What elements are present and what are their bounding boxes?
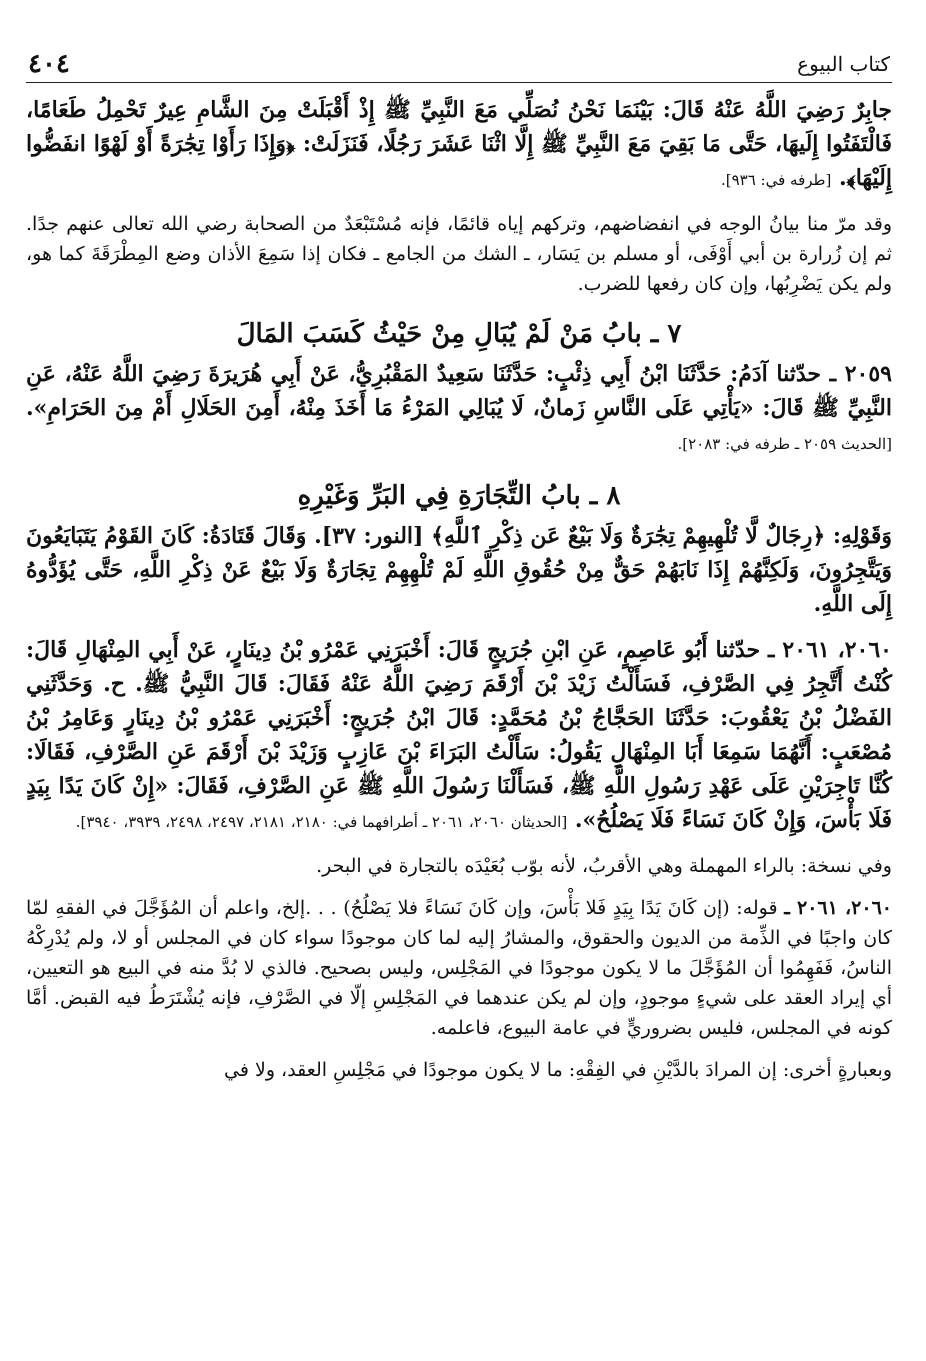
commentary-paragraph xyxy=(26,209,892,299)
hadith-body: حدّثنا آدَمُ: حَدَّثَنَا ابْنُ أَبِي ذِئْبٍ: حَدَّثَنَا سَعِيدٌ المَقْبُرِيُّ، عَنْ أَبِي هُرَيرَةَ رَضِيَ اللَّهُ عَنْهُ، عَنِ النَّبِيِّ ﷺ قَالَ: «يَأْتِي عَلَى النَّاسِ زَمانٌ، لَا يُبَالِي المَرْءُ مَا أَخَذَ مِنْهُ، أَمِنَ الحَلَالِ أَمْ مِنَ الحَرَامِ». xyxy=(26,361,892,421)
commentary-paragraph xyxy=(26,1055,892,1085)
hadith-body: وَقَوْلِهِ: ﴿رِجَالٌ لَّا تُلْهِيهِمْ تِجَٰرَةٌ وَلَا بَيْعٌ عَن ذِكْرِ ٱللَّهِ﴾ [النور: ٣٧]. وَقَالَ قَتَادَةُ: كَانَ القَوْمُ يَتَبَايَعُونَ وَيَتَّجِرُونَ، وَلَكِنَّهُمْ إِذَا نَابَهُمْ حَقٌّ مِنْ حُقُوقِ اللَّهِ لَمْ تُلْهِهِمْ تِجَارَةٌ وَلَا بَيْعٌ عَنْ ذِكْرِ اللَّهِ، حَتَّى يُؤَدُّوهُ إِلَى اللَّهِ. xyxy=(26,523,892,617)
hadith-text xyxy=(26,519,892,621)
hadith-text xyxy=(26,93,892,197)
hadith-text xyxy=(26,633,892,839)
chapter-heading-8: ٨ ـ بابُ التِّجَارَةِ فِي البَرِّ وَغَيْرِهِ xyxy=(297,481,621,511)
hadith-reference: [طرفه في: ٩٣٦]. xyxy=(720,171,832,189)
page-number: ٤٠٤ xyxy=(28,49,70,79)
commentary-paragraph xyxy=(26,893,892,1043)
commentary-body: وقد مرّ منا بيانُ الوجه في انفضاضهم، وتركهم إياه قائمًا، فإنه مُسْتَبْعَدٌ من الصحابة رضي الله تعالى عنهم جدًا. ثم إن زُرارة بن أبي أَوْفَى، أو مسلم بن يَسَار، ـ الشك من الجامع ـ فكان إذا سَمِعَ الأذان وضع المِطْرَقَةَ كما هو، ولم يكن يَضْرِبُها، وإن كان رفعها للضرب. xyxy=(26,213,892,295)
commentary-body: وبعبارةٍ أخرى: إن المرادَ بالدَّيْنِ في الفِقْهِ: ما لا يكون موجودًا في مَجْلِسِ العقد، ولا في xyxy=(224,1059,892,1081)
hadith-reference: [الحديث ٢٠٥٩ ـ طرفه في: ٢٠٨٣]. xyxy=(677,435,892,453)
commentary-number: ٢٠٦٠، ٢٠٦١ ـ xyxy=(784,897,892,919)
commentary-body: قوله: (إن كَانَ يَدًا بِيَدٍ فَلا بَأْسَ، وإن كَانَ نَسَاءً فلا يَصْلُحُ) . . .إلخ، واعلم أن المُؤَجَّلَ في الفقهِ لمّا كان واجبًا في الذِّمة من الديون والحقوق، والمشارُ إليه لما كان موجودًا سواء كان في المجلس أو لا، ولم يُدْرِكْهُ الناسُ، فَفَهِمُوا أن المُؤَجَّلَ ما لا يكون موجودًا في المَجْلِس، وليس بصحيح. فالذي لا بُدَّ منه في البيع هو التعيين، أي إيراد العقد على شيءٍ موجودٍ، وإن لم يكن عندهما في المَجْلِسِ إلّا في الصَّرْفِ، فإنه يُشْتَرَطُ فيه القبض. أمَّا كونه في المجلس، فليس بضروريٍّ في عامة البيوع، فاعلمه. xyxy=(26,897,892,1039)
running-head xyxy=(26,49,892,80)
header-rule xyxy=(26,82,892,83)
hadith-number: ٢٠٦٠، ٢٠٦١ ـ xyxy=(768,637,892,663)
hadith-body: جابِرٌ رَضِيَ اللَّهُ عَنْهُ قَالَ: بَيْنَمَا نَحْنُ نُصَلِّي مَعَ النَّبِيِّ ﷺ إِذْ أَقْبَلَتْ مِنَ الشَّامِ عِيرٌ تَحْمِلُ طَعَامًا، فَالْتَفَتُوا إِلَيهَا، حَتَّى مَا بَقِيَ مَعَ النَّبِيِّ ﷺ إِلَّا اثْنَا عَشَرَ رَجُلًا، فَنَزَلَتْ: ﴿وَإِذَا رَأَوْا تِجَٰرَةً أَوْ لَهْوًا انفَضُّوا إِلَيْهَا﴾. xyxy=(26,97,892,191)
chapter-heading-7: ٧ ـ بابُ مَنْ لَمْ يُبَالِ مِنْ حَيْثُ كَسَبَ المَالَ xyxy=(236,319,682,349)
book-title: كتاب البيوع xyxy=(797,52,890,76)
hadith-number: ٢٠٥٩ ـ xyxy=(829,361,892,387)
hadith-body: حدّثنا أَبُو عَاصِمٍ، عَنِ ابْنِ جُرَيجٍ قَالَ: أَخْبَرَنِي عَمْرُو بْنُ دِينَارٍ، عَنْ أَبِي المِنْهَالِ قَالَ: كُنْتُ أَتَّجِرُ فِي الصَّرْفِ، فَسَأَلْتُ زَيْدَ بْنَ أَرْقَمَ رَضِيَ اللَّهُ عَنْهُ فَقَالَ: قَالَ النَّبِيُّ ﷺ. ح. وَحَدَّثَنِي الفَضْلُ بْنُ يَعْقُوبَ: حَدَّثَنَا الحَجَّاجُ بْنُ مُحَمَّدٍ: قَالَ ابْنُ جُرَيجٍ: أَخْبَرَنِي عَمْرُو بْنُ دِينَارٍ وَعَامِرُ بْنُ مُصْعَبٍ: أَنَّهُمَا سَمِعَا أَبَا المِنْهَالِ يَقُولُ: سَأَلْتُ البَرَاءَ بْنَ عَازِبٍ وَزَيْدَ بْنَ أَرْقَمَ عَنِ الصَّرْفِ، فَقَالَا: كُنَّا تَاجِرَيْنِ عَلَى عَهْدِ رَسُولِ اللَّهِ ﷺ، فَسَأَلْنَا رَسُولَ اللَّهِ ﷺ عَنِ الصَّرْفِ، فَقَالَ: «إِنْ كَانَ يَدًا بِيَدٍ فَلَا بَأْسَ، وَإِنْ كَانَ نَسَاءً فَلَا يَصْلُحُ». xyxy=(26,637,892,833)
commentary-paragraph xyxy=(26,851,892,881)
hadith-text xyxy=(26,357,892,461)
commentary-body: وفي نسخة: بالراء المهملة وهي الأقربُ، لأنه بوّب بُعَيْدَه بالتجارة في البحر. xyxy=(316,855,892,877)
hadith-reference: [الحديثان ٢٠٦٠، ٢٠٦١ ـ أطرافهما في: ٢١٨٠، ٢١٨١، ٢٤٩٧، ٢٤٩٨، ٣٩٣٩، ٣٩٤٠]. xyxy=(75,813,568,831)
